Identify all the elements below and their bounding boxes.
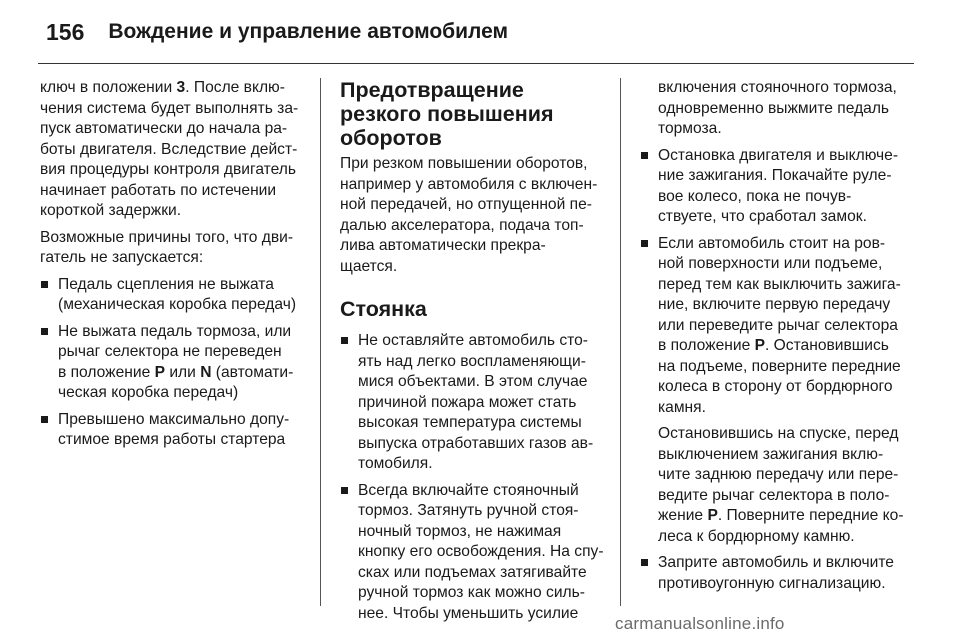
list-item-engine-off: Остановка двигателя и выключе- ние зажигания. Покачайте руле- вое колесо, пока не почув- ствуете, что сработал замок. (640, 146, 915, 228)
column-divider-left (320, 78, 321, 606)
list-item-starter-time: Превышено максимально допу- стимое время работы стартера (40, 410, 312, 451)
list-item-parking-brake: Всегда включайте стояночный тормоз. Затянуть ручной стоя- ночный тормоз, не нажимая кнопку его освобождения. На спу- сках или подъемах затягивайте ручной тормоз как можно силь- нее. Чтобы уменьшить усилие (340, 481, 615, 625)
column-1 (40, 78, 312, 457)
watermark: carmanualsonline.info (615, 614, 785, 633)
header-rule (38, 63, 914, 64)
section-heading-overrun: Предотвращение резкого повышения оборотов (340, 78, 554, 150)
paragraph-starter-check: ключ в положении 3. После вклю- чения система будет выполнять за- пуск автоматически до начала ра- боты двигателя. Вследствие дейст- вия процедуры контроля двигатель начинает работать по истечении короткой задержки. (40, 79, 299, 219)
paragraph-causes-intro: Возможные причины того, что дви- гатель не запускается: (40, 228, 294, 266)
section-heading-parking: Стоянка (340, 297, 427, 321)
paragraph-continuation: включения стояночного тормоза, одновременно выжмите педаль тормоза. (658, 79, 897, 137)
bullet-square-icon (341, 487, 348, 494)
list-item-lock: Заприте автомобиль и включите противоугонную сигнализацию. (640, 553, 915, 594)
paragraph-overrun: При резком повышении оборотов, например у автомобиля с включен- ной передачей, но отпущенной пе- далью акселератора, подача топ- лива автоматически прекра- щается. (340, 155, 598, 275)
column-divider-right (620, 78, 621, 606)
page-header (46, 12, 508, 52)
column-3 (640, 78, 915, 600)
column-2 (340, 78, 615, 630)
bullet-square-icon (341, 337, 348, 344)
bullet-square-icon (641, 152, 648, 159)
bullet-square-icon (41, 416, 48, 423)
list-item-flammable: Не оставляйте автомобиль сто- ять над легко воспламеняющи- мися объектами. В этом случае причиной пожара может стать высокая температура системы выпуска отработавших газов ав- томобиля. (340, 331, 615, 475)
paragraph-downhill: Остановившись на спуске, перед выключением зажигания вклю- чите заднюю передачу или пере- ведите рычаг селектора в поло- жение P. Поверните передние ко- леса к бордюрному камню. (658, 425, 904, 545)
bullet-square-icon (641, 559, 648, 566)
bullet-square-icon (41, 328, 48, 335)
page-number: 156 (46, 18, 85, 45)
page-title: Вождение и управление автомобилем (108, 20, 509, 43)
list-item-clutch: Педаль сцепления не выжата (механическая коробка передач) (40, 275, 312, 316)
bullet-square-icon (641, 240, 648, 247)
list-item-brake: Не выжата педаль тормоза, или рычаг селектора не переведен в положение P или N (автомати- ческая коробка передач) (40, 322, 312, 404)
list-item-slope: Если автомобиль стоит на ров- ной поверхности или подъеме, перед тем как выключить зажига- ние, включите первую передачу или переведите рычаг селектора в положение P. Остановившись на подъеме, поверните передние колеса в сторону от бордюрного камня. (640, 234, 915, 419)
bullet-square-icon (41, 281, 48, 288)
